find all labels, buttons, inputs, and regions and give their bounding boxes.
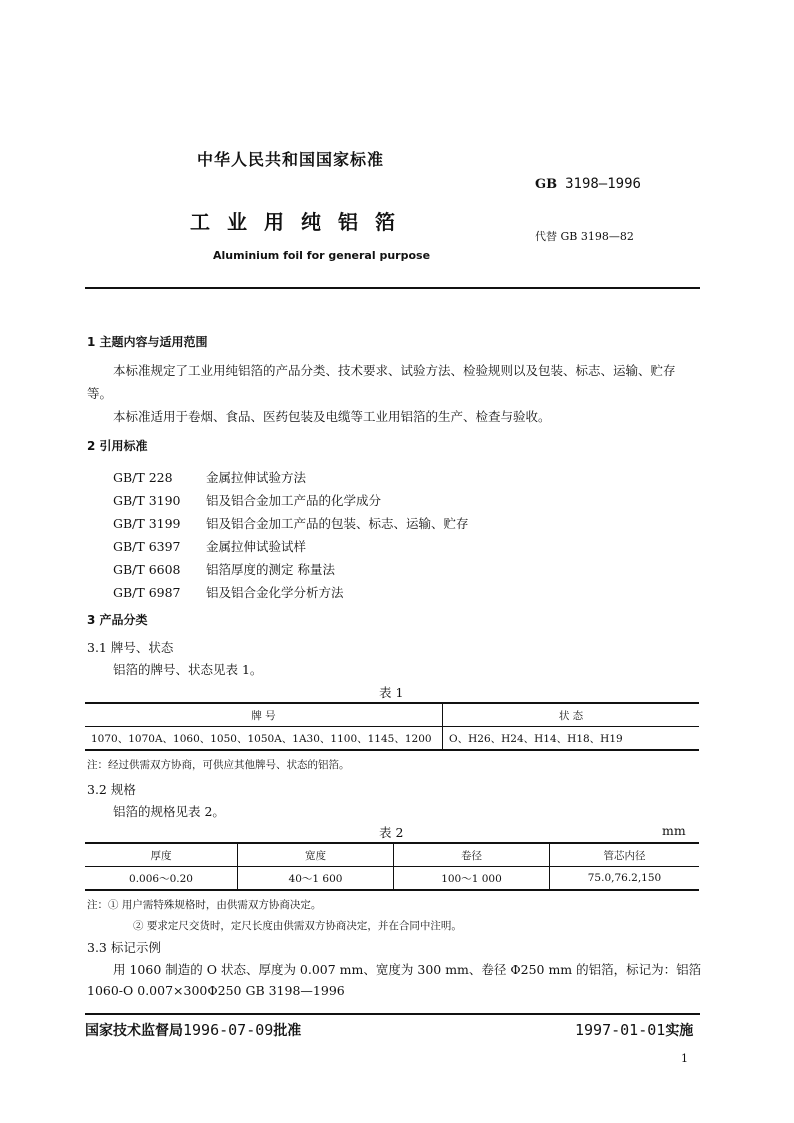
- section-3-3-line2: 1060-O 0.007×300Φ250 GB 3198—1996: [87, 983, 345, 998]
- reference-title: 铝及铝合金加工产品的化学成分: [206, 493, 382, 508]
- table-row: [85, 867, 699, 891]
- implementation-label: 实施: [665, 1023, 694, 1039]
- table-1: [85, 702, 699, 751]
- section-3-heading: 3 产品分类: [87, 613, 148, 627]
- reference-title: 铝箔厚度的测定 称量法: [206, 562, 335, 577]
- table-2-cell-width: 40～1 600: [238, 867, 394, 891]
- reference-item: [113, 583, 344, 601]
- section-3-3-heading: 3.3 标记示例: [87, 940, 161, 955]
- table-1-header-grade: 牌 号: [85, 703, 443, 727]
- section-1-heading: 1 主题内容与适用范围: [87, 335, 208, 349]
- reference-item: [113, 514, 469, 532]
- table-2-header-thickness: 厚度: [85, 843, 238, 867]
- reference-title: 金属拉伸试验试样: [206, 539, 307, 554]
- table-2-note-2: ② 要求定尺交货时，定尺长度由供需双方协商决定，并在合同中注明。: [133, 920, 462, 932]
- table-2-header-coil-diameter: 卷径: [394, 843, 550, 867]
- reference-item: [113, 560, 335, 578]
- document-title-en: Aluminium foil for general purpose: [213, 249, 431, 262]
- header-rule: [85, 287, 700, 289]
- approval-authority: 国家技术监督局: [85, 1023, 183, 1039]
- section-1-para1-line2: 等。: [87, 386, 113, 401]
- table-2-note-1: 注：① 用户需特殊规格时，由供需双方协商决定。: [87, 899, 322, 911]
- implementation-line: [575, 1020, 693, 1040]
- reference-item: [113, 468, 306, 486]
- table-1-caption: 表 1: [379, 685, 404, 700]
- section-2-heading: 2 引用标准: [87, 439, 148, 453]
- implementation-date: 1997-01-01: [575, 1021, 666, 1039]
- section-1-para2: 本标准适用于卷烟、食品、医药包装及电缆等工业用铝箔的生产、检查与验收。: [113, 409, 551, 424]
- table-2-cell-coil-diameter: 100～1 000: [394, 867, 550, 891]
- table-header-row: [85, 843, 699, 867]
- table-2-caption: 表 2: [379, 825, 404, 840]
- reference-title: 铝及铝合金加工产品的包装、标志、运输、贮存: [206, 516, 469, 531]
- section-3-1-heading: 3.1 牌号、状态: [87, 640, 174, 655]
- table-2-unit: mm: [662, 823, 686, 838]
- section-3-2-text: 铝箔的规格见表 2。: [113, 804, 225, 819]
- table-row: [85, 727, 699, 751]
- reference-item: [113, 491, 381, 509]
- replaces-standard: 代替 GB 3198—82: [535, 230, 634, 243]
- table-1-header-temper: 状 态: [443, 703, 700, 727]
- table-2-header-core-inner-diameter: 管芯内径: [550, 843, 700, 867]
- section-3-3-line1: 用 1060 制造的 O 状态、厚度为 0.007 mm、宽度为 300 mm、卷径 Φ250 mm 的铝箔，标记为：铝箔: [113, 962, 702, 977]
- reference-title: 铝及铝合金化学分析方法: [206, 585, 344, 600]
- standard-number: 3198—1996: [565, 176, 641, 192]
- table-2: [85, 842, 699, 891]
- section-3-2-heading: 3.2 规格: [87, 782, 136, 797]
- standard-code: [535, 176, 641, 192]
- section-3-1-text: 铝箔的牌号、状态见表 1。: [113, 662, 263, 677]
- table-1-note: 注：经过供需双方协商，可供应其他牌号、状态的铝箔。: [87, 759, 350, 771]
- reference-code: GB/T 6608: [113, 562, 181, 577]
- table-1-cell-tempers: O、H26、H24、H14、H18、H19: [449, 732, 623, 745]
- table-1-cell-grades: 1070、1070A、1060、1050、1050A、1A30、1100、1145、1200: [85, 727, 443, 751]
- reference-code: GB/T 228: [113, 470, 173, 485]
- section-1-para1-line1: 本标准规定了工业用纯铝箔的产品分类、技术要求、试验方法、检验规则以及包装、标志、运输、贮存: [113, 363, 676, 378]
- approval-label: 批准: [273, 1023, 302, 1039]
- approval-line: [85, 1020, 301, 1040]
- reference-item: [113, 537, 306, 555]
- reference-code: GB/T 6987: [113, 585, 181, 600]
- reference-code: GB/T 3190: [113, 493, 181, 508]
- standard-prefix: GB: [535, 177, 558, 192]
- table-2-header-width: 宽度: [238, 843, 394, 867]
- footer-rule: [85, 1013, 700, 1015]
- table-2-cell-core-inner-diameter: 75.0,76.2,150: [587, 872, 662, 884]
- reference-title: 金属拉伸试验方法: [206, 470, 307, 485]
- page-number: 1: [681, 1052, 688, 1065]
- national-standard-title: 中华人民共和国国家标准: [197, 150, 385, 169]
- table-2-cell-thickness: 0.006～0.20: [85, 867, 238, 891]
- table-header-row: [85, 703, 699, 727]
- approval-date: 1996-07-09: [183, 1021, 274, 1039]
- reference-code: GB/T 6397: [113, 539, 181, 554]
- reference-code: GB/T 3199: [113, 516, 181, 531]
- document-title-cn: 工业用纯铝箔: [190, 210, 412, 234]
